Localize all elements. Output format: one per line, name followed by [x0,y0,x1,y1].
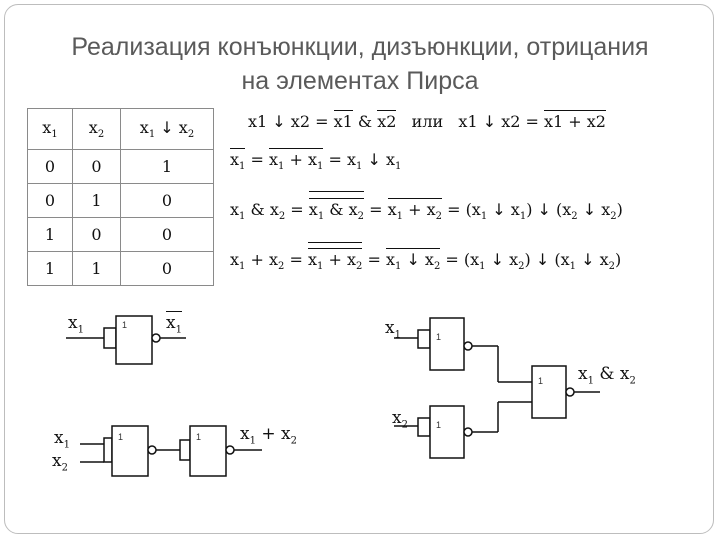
inverter-bubble [464,428,472,436]
gate-symbol: 1 [122,320,128,330]
gate-symbol: 1 [118,432,124,442]
header-pierce: $x_1$ ↓ $x_2$ [121,109,214,150]
equation-pierce-definition: x1 ↓ x2 = x1 & x2 или x1 ↓ x2 = x1 + x2 [248,112,606,131]
pierce-gate [532,366,566,418]
or-circuit [80,426,262,476]
gate-symbol: 1 [436,420,442,430]
input-junction [418,330,430,348]
gate-symbol: 1 [436,332,442,342]
title-line-1: Реализация конъюнкции, дизъюнкции, отрицания [71,33,649,61]
input-junction [104,328,116,348]
table-cell: 0 [121,218,214,252]
table-cell: 0 [73,150,121,184]
table-cell: 0 [73,218,121,252]
table-cell: 1 [73,184,121,218]
title-line-2: на элементах Пирса [241,67,479,95]
equation-negation: $x_1 = x_1 + x_1 = x_1$ ↓ $x_1$ [230,150,402,173]
pierce-gate [430,406,464,458]
equation-or-word: или [411,112,444,131]
table-cell: 0 [28,150,73,184]
table-cell: 1 [28,252,73,286]
inverter-bubble [464,342,472,350]
not-input-label: $x_1$ [68,313,84,336]
inverter-bubble [566,388,574,396]
and-output-label: $x_1$ & $x_2$ [578,364,636,387]
table-cell: 1 [73,252,121,286]
or-input2-label: $x_2$ [52,451,68,474]
gate-symbol: 1 [538,376,544,386]
table-cell: 0 [121,252,214,286]
and-input1-label: $x_1$ [385,318,401,341]
input-junction [418,418,430,436]
inverter-bubble [152,334,160,342]
input-junction [104,438,112,462]
input-junction [180,440,190,460]
table-cell: 1 [28,218,73,252]
pierce-gate [430,318,464,370]
table-cell: 0 [28,184,73,218]
header-x2: $x_2$ [73,109,121,150]
equation-disjunction: $x_1 + x_2$ = $x_1 + x_2 = x_1$ ↓ $x_2 = (x_1$ ↓ $x_2$) ↓ ($x_1$ ↓ $x_2$) [230,250,621,272]
gate-symbol: 1 [196,432,202,442]
and-input2-label: $x_2$ [392,408,408,431]
table-cell: 0 [121,184,214,218]
inverter-bubble [226,446,234,454]
not-output-label: $x_1$ [166,313,182,336]
header-x1: $x_1$ [28,109,73,150]
or-output-label: $x_1 + x_2$ [240,424,297,447]
equation-conjunction: $x_1$ & $x_2$ = $x_1$ & $x_2 = x_1 + x_2 = (x_1$ ↓ $x_1$) ↓ ($x_2$ ↓ $x_2$) [230,200,623,222]
table-cell: 1 [121,150,214,184]
and-circuit [394,318,600,458]
or-input1-label: $x_1$ [54,428,70,451]
inverter-bubble [148,446,156,454]
